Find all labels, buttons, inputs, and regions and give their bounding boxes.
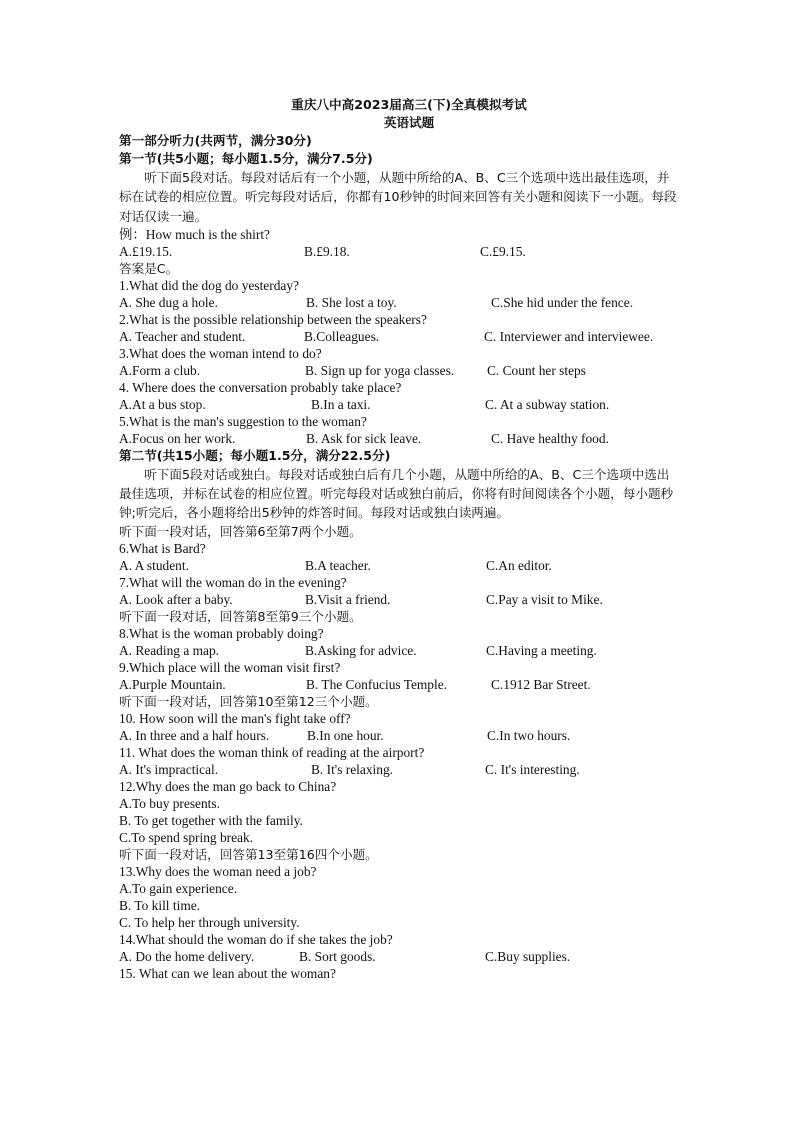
option-a: A.Focus on her work. xyxy=(119,430,236,446)
options xyxy=(119,294,679,311)
option-b: B.Asking for advice. xyxy=(305,642,417,658)
question: 13.Why does the woman need a job? xyxy=(119,863,317,879)
option-c: C.She hid under the fence. xyxy=(491,294,634,310)
options xyxy=(119,676,679,693)
option-b: B.In one hour. xyxy=(307,727,384,743)
option-a: A. A student. xyxy=(119,557,189,573)
group-instruction: 听下面一段对话，回答第13至第16四个小题。 xyxy=(119,846,378,862)
option-b: B.A teacher. xyxy=(305,557,371,573)
question: 7.What will the woman do in the evening? xyxy=(119,574,347,590)
option-a: A.To buy presents. xyxy=(119,795,220,811)
options xyxy=(119,328,679,345)
option-a: A. In three and a half hours. xyxy=(119,727,270,743)
options xyxy=(119,557,679,574)
option-a: A.£19.15. xyxy=(119,243,173,259)
option-a: A.To gain experience. xyxy=(119,880,238,896)
question: 1.What did the dog do yesterday? xyxy=(119,277,299,293)
option-b: B.In a taxi. xyxy=(311,396,371,412)
option-a: A. Look after a baby. xyxy=(119,591,233,607)
question: 11. What does the woman think of reading at the airport? xyxy=(119,744,425,760)
option-c: C.To spend spring break. xyxy=(119,829,254,845)
options xyxy=(119,948,679,965)
option-c: C.Pay a visit to Mike. xyxy=(486,591,603,607)
options xyxy=(119,642,679,659)
question: 14.What should the woman do if she takes the job? xyxy=(119,931,393,947)
section1-heading: 第一节(共5小题；每小题1.5分，满分7.5分) xyxy=(119,151,373,166)
option-a: A. Reading a map. xyxy=(119,642,220,658)
example-options xyxy=(119,243,679,260)
exam-content xyxy=(119,96,679,982)
section2-instruction: 听下面5段对话或独白。每段对话或独白后有几个小题，从题中所给的A、B、C三个选项中选出最佳选项，并标在试卷的相应位置。听完每段对话或独白前后，你将有时间阅读各个小题，每小题秒钟;听完后，各小题将给出5秒钟的炸答时间。每段对话或独白读两遍。 xyxy=(119,466,674,521)
question: 5.What is the man's suggestion to the woman? xyxy=(119,413,367,429)
option-b: B. To get together with the family. xyxy=(119,812,303,828)
option-c: C. To help her through university. xyxy=(119,914,300,930)
question: 3.What does the woman intend to do? xyxy=(119,345,322,361)
exam-subtitle: 英语试题 xyxy=(383,115,435,130)
question: 10. How soon will the man's fight take off? xyxy=(119,710,351,726)
option-c: C. At a subway station. xyxy=(485,396,610,412)
option-b: B. She lost a toy. xyxy=(306,294,397,310)
section1-instruction: 听下面5段对话。每段对话后有一个小题，从题中所给的A、B、C三个选项中选出最佳选项，并标在试卷的相应位置。听完每段对话后，你都有10秒钟的时间来回答有关小题和阅读下一小题。每段对话仅读一遍。 xyxy=(119,170,677,224)
option-b: B. Sort goods. xyxy=(299,948,376,964)
option-a: A. She dug a hole. xyxy=(119,294,218,310)
question: 6.What is Bard? xyxy=(119,540,206,556)
option-b: B. Sign up for yoga classes. xyxy=(305,362,455,378)
question: 9.Which place will the woman visit first? xyxy=(119,659,341,675)
option-c: C.An editor. xyxy=(486,557,552,573)
options xyxy=(119,430,679,447)
option-c: C. Count her steps xyxy=(487,362,586,378)
option-b: B.Colleagues. xyxy=(304,328,380,344)
example-question: 例：How much is the shirt? xyxy=(119,226,270,242)
option-a: A.At a bus stop. xyxy=(119,396,206,412)
group-instruction: 听下面一段对话，回答第6至第7两个小题。 xyxy=(119,523,362,539)
option-a: A. Do the home delivery. xyxy=(119,948,255,964)
option-c: C.1912 Bar Street. xyxy=(491,676,591,692)
option-b: B.£9.18. xyxy=(304,243,350,259)
question: 2.What is the possible relationship between the speakers? xyxy=(119,311,427,327)
option-a: A. Teacher and student. xyxy=(119,328,246,344)
option-c: C. Interviewer and interviewee. xyxy=(484,328,654,344)
group-instruction: 听下面一段对话，回答第8至第9三个小题。 xyxy=(119,608,362,624)
option-b: B. Ask for sick leave. xyxy=(306,430,422,446)
question: 8.What is the woman probably doing? xyxy=(119,625,324,641)
option-c: C.In two hours. xyxy=(487,727,571,743)
options xyxy=(119,396,679,413)
section2-heading: 第二节(共15小题；每小题1.5分，满分22.5分) xyxy=(119,447,391,463)
question: 12.Why does the man go back to China? xyxy=(119,778,337,794)
options xyxy=(119,362,679,379)
option-a: A.Form a club. xyxy=(119,362,201,378)
option-c: C.Having a meeting. xyxy=(486,642,597,658)
option-c: C.£9.15. xyxy=(480,243,526,259)
option-c: C. Have healthy food. xyxy=(491,430,609,446)
group-instruction: 听下面一段对话，回答第10至第12三个小题。 xyxy=(119,693,378,709)
option-a: A. It's impractical. xyxy=(119,761,219,777)
option-b: B. The Confucius Temple. xyxy=(306,676,448,692)
options xyxy=(119,591,679,608)
part1-heading: 第一部分听力(共两节，满分30分) xyxy=(119,133,312,148)
exam-title: 重庆八中高2023届高三(下)全真模拟考试 xyxy=(291,97,527,112)
example-answer: 答案是C。 xyxy=(119,260,179,276)
option-c: C. It's interesting. xyxy=(485,761,580,777)
options xyxy=(119,761,679,778)
option-b: B. To kill time. xyxy=(119,897,201,913)
question: 15. What can we lean about the woman? xyxy=(119,965,336,981)
option-b: B. It's relaxing. xyxy=(311,761,393,777)
option-a: A.Purple Mountain. xyxy=(119,676,226,692)
option-c: C.Buy supplies. xyxy=(485,948,571,964)
option-b: B.Visit a friend. xyxy=(305,591,391,607)
options xyxy=(119,727,679,744)
question: 4. Where does the conversation probably take place? xyxy=(119,379,402,395)
